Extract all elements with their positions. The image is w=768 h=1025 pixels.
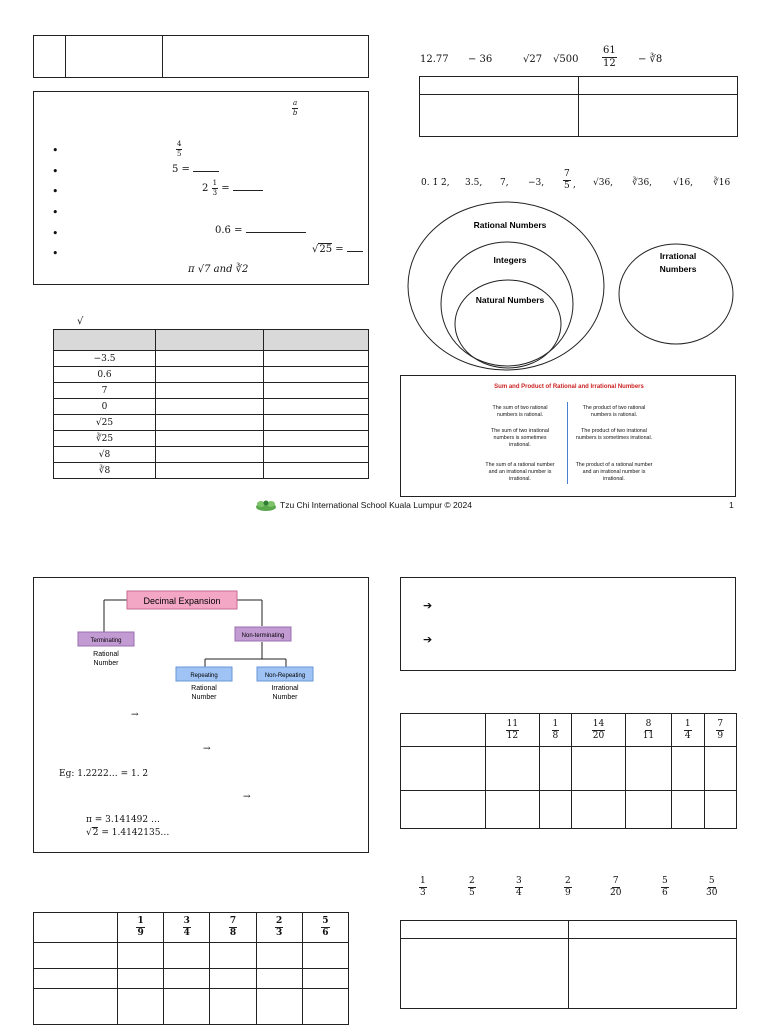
- header-info-box: [33, 35, 369, 78]
- fraction-item: $\frac{2}{5}$: [469, 876, 475, 898]
- answer-cell[interactable]: [302, 969, 348, 989]
- fraction-header: $\frac{7}{8}$: [210, 913, 256, 943]
- answer-cell[interactable]: [672, 747, 704, 791]
- header-divider-2: [162, 36, 163, 77]
- fraction-header: $\frac{11}{12}$: [486, 714, 540, 747]
- irrational-label-2: Numbers: [659, 264, 697, 274]
- number-item: √27: [523, 54, 543, 65]
- answer-cell[interactable]: [210, 943, 256, 969]
- header-cell: [420, 77, 579, 95]
- answer-cell[interactable]: [156, 383, 264, 399]
- pi-root-line: π √7 and ∛2: [188, 264, 249, 275]
- fraction-item: $\frac{5}{30}$: [706, 876, 718, 898]
- fraction-item: $\frac{7}{20}$: [610, 876, 622, 898]
- answer-cell[interactable]: [625, 747, 671, 791]
- bullet-3: •: [52, 185, 59, 198]
- natural-ellipse: [455, 280, 561, 368]
- answer-cell[interactable]: [264, 351, 369, 367]
- page-number: 1: [729, 500, 734, 510]
- answer-cell[interactable]: [156, 447, 264, 463]
- notes-box: [400, 577, 736, 671]
- footer-text: Tzu Chi International School Kuala Lumpur © 2024: [280, 500, 472, 510]
- decimal-tree-diagram: [34, 578, 368, 713]
- non-repeating-label: Non-Repeating: [264, 673, 306, 679]
- arrow-icon: →: [131, 710, 139, 720]
- table-row: [54, 463, 369, 479]
- fraction-header-row: [34, 913, 349, 943]
- answer-cell[interactable]: [164, 989, 210, 1025]
- answer-cell[interactable]: [156, 463, 264, 479]
- fraction-header: $\frac{5}{6}$: [302, 913, 348, 943]
- row-value: ∛8: [54, 463, 156, 479]
- answer-cell[interactable]: [164, 969, 210, 989]
- sum-rule-1: The sum of two rational numbers is rational.: [492, 405, 548, 418]
- header-cell: [401, 921, 569, 939]
- table-row: [54, 367, 369, 383]
- bullet-5: •: [52, 227, 59, 240]
- answer-cell[interactable]: [704, 747, 737, 791]
- school-logo-icon: [255, 498, 277, 512]
- answer-cell[interactable]: [264, 415, 369, 431]
- answer-cell[interactable]: [420, 95, 579, 137]
- decimal-expansion-box: [33, 577, 369, 853]
- sqrt2-expansion: √2 = 1.4142135…: [86, 828, 170, 838]
- table-row: [34, 989, 349, 1025]
- fraction-header: $\frac{2}{3}$: [256, 913, 302, 943]
- number-item: − ∛8: [638, 54, 663, 65]
- seq-item: √16,: [673, 178, 694, 188]
- answer-cell[interactable]: [704, 791, 737, 829]
- answer-cell[interactable]: [401, 939, 569, 1009]
- terminating-label: Terminating: [90, 638, 122, 644]
- answer-cell[interactable]: [256, 943, 302, 969]
- repeating-sub-2: Number: [191, 694, 217, 701]
- answer-cell[interactable]: [302, 989, 348, 1025]
- answer-cell[interactable]: [302, 943, 348, 969]
- fraction-table-right: [400, 713, 737, 829]
- answer-cell[interactable]: [569, 939, 737, 1009]
- answer-cell[interactable]: [256, 969, 302, 989]
- table-row: [54, 351, 369, 367]
- fraction-61-12: $\frac{61}{12}$: [603, 45, 616, 69]
- fraction-header: $\frac{7}{9}$: [704, 714, 737, 747]
- table-row: [54, 383, 369, 399]
- answer-cell[interactable]: [118, 969, 164, 989]
- row-value: 7: [54, 383, 156, 399]
- bullet-4: •: [52, 206, 59, 219]
- sum-product-box: [400, 375, 736, 497]
- fraction-header: $\frac{8}{11}$: [625, 714, 671, 747]
- fraction-item: $\frac{2}{9}$: [565, 876, 571, 898]
- bullet-6-expr: √25 =: [312, 244, 363, 255]
- answer-cell[interactable]: [486, 791, 540, 829]
- bullet-3-expr: 2 $\frac{1}{3}$ =: [202, 180, 263, 197]
- table-row: [54, 415, 369, 431]
- answer-cell[interactable]: [264, 383, 369, 399]
- seq-item: √36,: [593, 178, 614, 188]
- answer-cell[interactable]: [539, 747, 571, 791]
- fraction-header: $\frac{1}{9}$: [118, 913, 164, 943]
- row-value: √8: [54, 447, 156, 463]
- fraction-item: $\frac{3}{4}$: [516, 876, 522, 898]
- fraction-four-fifths: $\frac{4}{5}$: [177, 140, 182, 158]
- answer-cell[interactable]: [572, 791, 626, 829]
- example-repeating: Eg: 1.2222… = 1. 2̇: [59, 769, 149, 779]
- table-row: [401, 747, 737, 791]
- answer-cell[interactable]: [264, 431, 369, 447]
- repeating-label: Repeating: [190, 673, 218, 679]
- table-header-row: [54, 330, 369, 351]
- page-footer: [255, 498, 472, 512]
- fraction-table-left: [33, 912, 349, 1025]
- fraction-a-over-b: $\frac{a}{b}$: [292, 99, 298, 117]
- answer-cell[interactable]: [572, 747, 626, 791]
- non-repeating-sub-2: Number: [272, 694, 298, 701]
- table-row: [54, 399, 369, 415]
- bullet-5-expr: 0.6̇ =: [215, 225, 306, 236]
- number-item: − 36: [468, 54, 493, 65]
- number-item: 12.77: [420, 54, 449, 65]
- rational-label: Rational Numbers: [473, 220, 547, 230]
- sum-product-title: Sum and Product of Rational and Irrational Numbers: [494, 384, 644, 390]
- venn-diagram: [400, 200, 740, 375]
- bullet-6: •: [52, 247, 59, 260]
- header-label-cell: [401, 714, 486, 747]
- answer-cell[interactable]: [672, 791, 704, 829]
- decimal-root-label: Decimal Expansion: [143, 596, 221, 606]
- repeating-sub-1: Rational: [191, 685, 217, 692]
- sum-product-divider: [567, 402, 568, 484]
- fraction-item: $\frac{5}{6}$: [662, 876, 668, 898]
- product-rule-2: The product of two irrational numbers is sometimes irrational.: [575, 428, 653, 441]
- answer-cell[interactable]: [210, 969, 256, 989]
- product-rule-3: The product of a rational number and an irrational number is irrational.: [575, 462, 653, 482]
- rational-irrational-table: [419, 76, 738, 137]
- table-row: [34, 969, 349, 989]
- bullet-1: •: [52, 144, 59, 157]
- terminating-repeating-table: [400, 920, 737, 1009]
- row-value: 0.6: [54, 367, 156, 383]
- seq-comma: ,: [573, 180, 576, 190]
- row-value: ∛25: [54, 431, 156, 447]
- answer-cell[interactable]: [156, 431, 264, 447]
- answer-cell[interactable]: [625, 791, 671, 829]
- answer-cell[interactable]: [264, 399, 369, 415]
- sum-rule-2: The sum of two irrational numbers is sometimes irrational.: [491, 428, 549, 448]
- answer-cell[interactable]: [118, 989, 164, 1025]
- answer-cell[interactable]: [486, 747, 540, 791]
- seq-item: 0. 1̇ 2̇,: [421, 178, 450, 188]
- bullet-2: •: [52, 165, 59, 178]
- terminating-sub-2: Number: [93, 660, 119, 667]
- table-row: [54, 447, 369, 463]
- seq-fraction: $\frac{7}{5}$: [564, 169, 570, 191]
- checkmark-symbol: √: [77, 316, 84, 327]
- terminating-sub-1: Rational: [93, 651, 119, 658]
- answer-cell[interactable]: [256, 989, 302, 1025]
- product-rule-1: The product of two rational numbers is rational.: [582, 405, 646, 418]
- table-row: [54, 431, 369, 447]
- arrow-icon: →: [243, 792, 251, 802]
- natural-label: Natural Numbers: [475, 295, 545, 305]
- definition-box: [33, 91, 369, 285]
- header-cell: [569, 921, 737, 939]
- seq-item: 7,: [500, 178, 509, 188]
- fraction-header-row: [401, 714, 737, 747]
- number-item: √500: [553, 54, 579, 65]
- classification-table: [53, 329, 369, 479]
- header-cell: [579, 77, 738, 95]
- seq-item: ∛16: [713, 178, 731, 188]
- table-row: [401, 791, 737, 829]
- number-sequence: [421, 170, 741, 196]
- arrow-bullet-icon: ➔: [423, 599, 433, 612]
- answer-cell[interactable]: [264, 447, 369, 463]
- fraction-row-bottom: [414, 877, 734, 905]
- seq-item: ∛36,: [632, 178, 653, 188]
- answer-cell[interactable]: [156, 367, 264, 383]
- answer-cell[interactable]: [164, 943, 210, 969]
- answer-cell[interactable]: [264, 463, 369, 479]
- seq-item: −3,: [528, 178, 545, 188]
- seq-item: 3.5,: [465, 178, 483, 188]
- non-repeating-sub-1: Irrational: [271, 685, 299, 692]
- sum-rule-3: The sum of a rational number and an irrational number is irrational.: [485, 462, 555, 482]
- irrational-label-1: Irrational: [659, 251, 697, 261]
- header-divider-1: [65, 36, 66, 77]
- fraction-item: $\frac{1}{3}$: [420, 876, 426, 898]
- fraction-header: $\frac{3}{4}$: [164, 913, 210, 943]
- fraction-header: $\frac{1}{8}$: [539, 714, 571, 747]
- row-value: −3.5: [54, 351, 156, 367]
- answer-cell[interactable]: [539, 791, 571, 829]
- answer-cell[interactable]: [156, 415, 264, 431]
- arrow-icon: →: [203, 744, 211, 754]
- answer-cell[interactable]: [210, 989, 256, 1025]
- bullet-2-expr: 5 =: [172, 164, 219, 175]
- answer-cell[interactable]: [156, 399, 264, 415]
- table-row: [34, 943, 349, 969]
- row-value: √25: [54, 415, 156, 431]
- fraction-header: $\frac{14}{20}$: [572, 714, 626, 747]
- answer-cell[interactable]: [118, 943, 164, 969]
- answer-cell[interactable]: [579, 95, 738, 137]
- fraction-header: $\frac{1}{4}$: [672, 714, 704, 747]
- pi-expansion: π = 3.141492 …: [86, 815, 160, 825]
- non-terminating-label: Non-terminating: [241, 633, 285, 639]
- arrow-bullet-icon: ➔: [423, 633, 433, 646]
- number-list-top: [418, 46, 738, 74]
- answer-cell[interactable]: [156, 351, 264, 367]
- row-value: 0: [54, 399, 156, 415]
- header-label-cell: [34, 913, 118, 943]
- answer-cell[interactable]: [264, 367, 369, 383]
- integers-label: Integers: [493, 255, 527, 265]
